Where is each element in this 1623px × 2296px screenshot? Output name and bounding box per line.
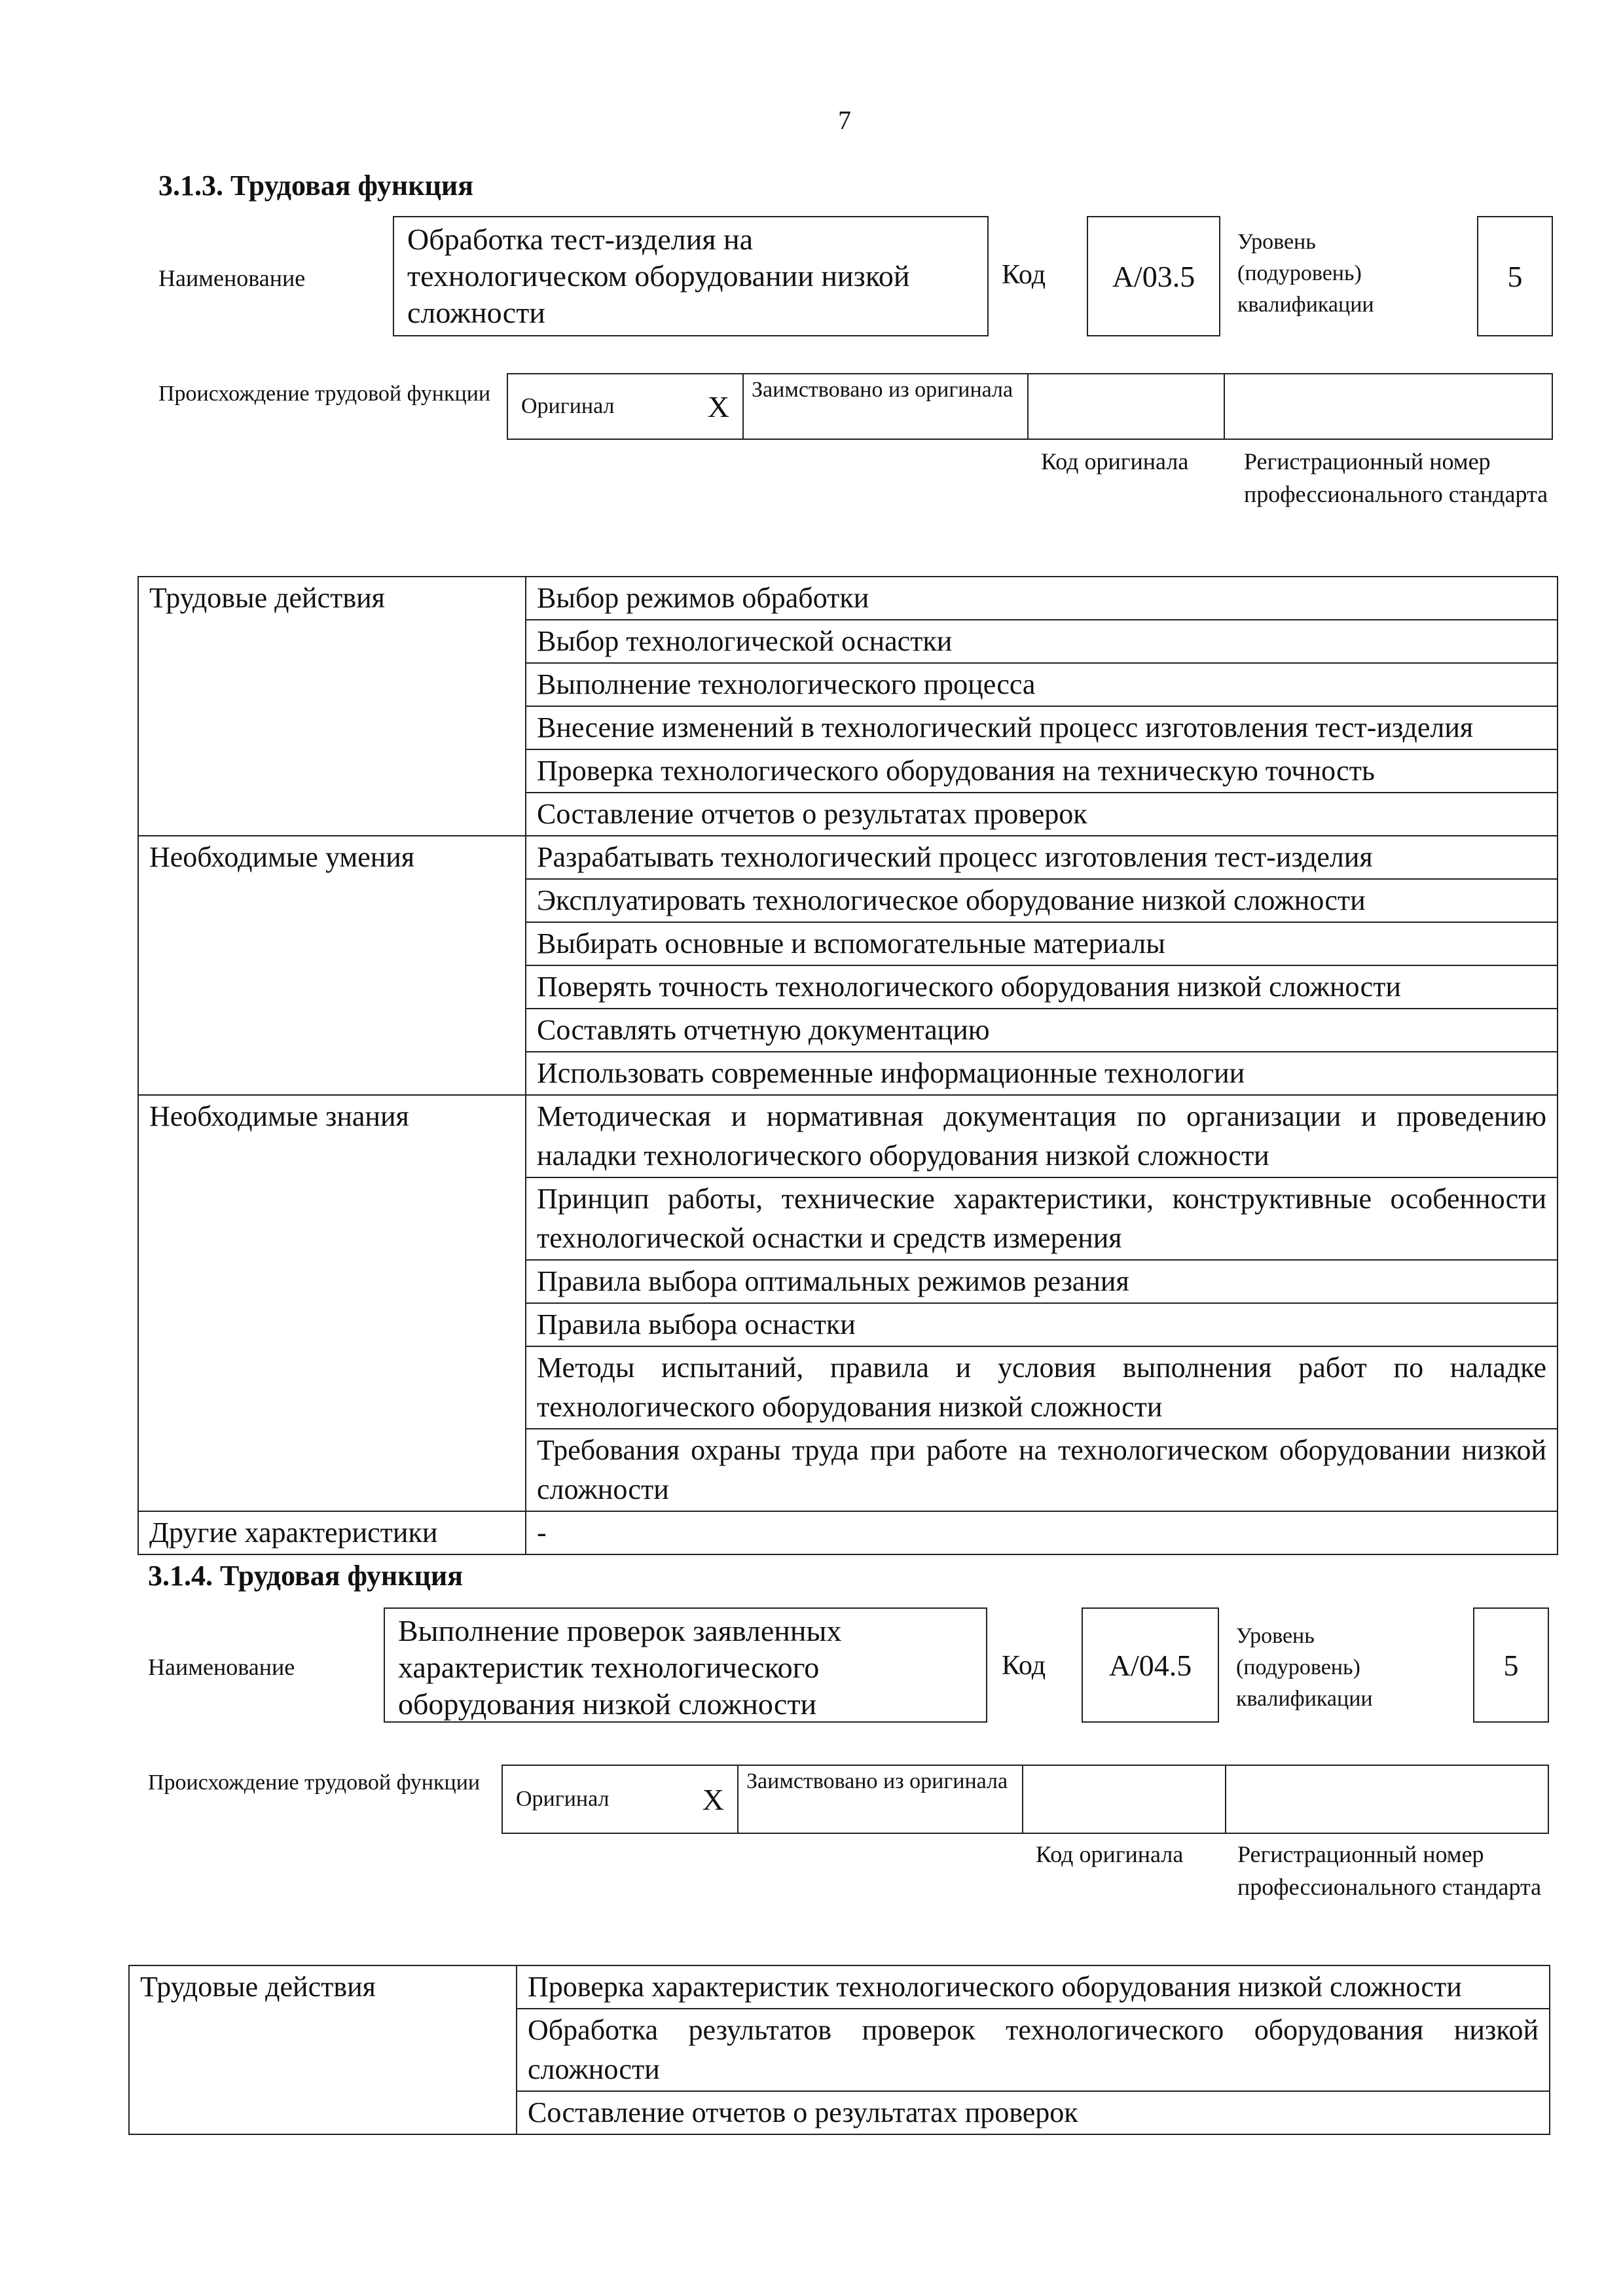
- table-cell: Поверять точность технологического оборудования низкой сложности: [526, 965, 1558, 1009]
- table-cell: Выбор технологической оснастки: [526, 620, 1558, 663]
- table-cell: -: [526, 1511, 1558, 1554]
- name-label: Наименование: [158, 265, 306, 291]
- function-table: [137, 576, 1558, 1555]
- original-mark: X: [702, 1782, 724, 1816]
- table-cell: Правила выбора оптимальных режимов резания: [526, 1260, 1558, 1303]
- table-cell: Использовать современные информационные технологии: [526, 1052, 1558, 1095]
- origin-label: Происхождение трудовой функции: [148, 1770, 481, 1795]
- original-cell: [508, 374, 744, 439]
- original-label: Оригинал: [521, 394, 615, 418]
- level-value-box: 5: [1473, 1607, 1549, 1723]
- page-number: 7: [838, 105, 851, 135]
- category-other-characteristics: Другие характеристики: [138, 1511, 526, 1554]
- category-labor-actions: Трудовые действия: [129, 1965, 517, 2134]
- code-original-caption: Код оригинала: [1041, 448, 1189, 475]
- section-title: 3.1.4. Трудовая функция: [148, 1560, 464, 1592]
- table-row: [138, 577, 1558, 620]
- level-label: Уровень (подуровень) квалификации: [1236, 1624, 1373, 1711]
- code-original-cell: [1029, 374, 1225, 439]
- table-cell: Проверка технологического оборудования на техническую точность: [526, 749, 1558, 793]
- table-cell: Принцип работы, технические характеристики, конструктивные особенности технологической оснастки и средств измерения: [526, 1177, 1558, 1260]
- reg-number-caption: Регистрационный номер профессионального стандарта: [1244, 448, 1548, 507]
- origin-row: [501, 1765, 1549, 1834]
- reg-number-cell: [1226, 1766, 1548, 1833]
- reg-number-cell: [1225, 374, 1552, 439]
- table-row: [129, 1965, 1550, 2009]
- origin-row: [507, 373, 1553, 440]
- table-cell: Проверка характеристик технологического оборудования низкой сложности: [517, 1965, 1550, 2009]
- category-labor-actions: Трудовые действия: [138, 577, 526, 836]
- table-cell: Обработка результатов проверок технологического оборудования низкой сложности: [517, 2009, 1550, 2091]
- table-cell: Внесение изменений в технологический процесс изготовления тест-изделия: [526, 706, 1558, 749]
- table-row: [138, 1511, 1558, 1554]
- table-cell: Требования охраны труда при работе на технологическом оборудовании низкой сложности: [526, 1429, 1558, 1511]
- table-cell: Составлять отчетную документацию: [526, 1009, 1558, 1052]
- level-value-box: 5: [1477, 216, 1553, 336]
- table-cell: Методы испытаний, правила и условия выполнения работ по наладке технологического оборудования низкой сложности: [526, 1346, 1558, 1429]
- category-required-skills: Необходимые умения: [138, 836, 526, 1095]
- table-cell: Разрабатывать технологический процесс изготовления тест-изделия: [526, 836, 1558, 879]
- table-cell: Составление отчетов о результатах проверок: [517, 2091, 1550, 2134]
- name-label: Наименование: [148, 1654, 295, 1680]
- section-title: 3.1.3. Трудовая функция: [158, 170, 474, 202]
- origin-label: Происхождение трудовой функции: [158, 382, 491, 406]
- code-value-box: А/03.5: [1087, 216, 1220, 336]
- original-cell: [503, 1766, 739, 1833]
- code-label: Код: [1002, 260, 1046, 290]
- table-cell: Методическая и нормативная документация по организации и проведению наладки технологического оборудования низкой сложности: [526, 1095, 1558, 1177]
- function-name-box: Обработка тест-изделия на технологическом оборудовании низкой сложности: [393, 216, 989, 336]
- table-cell: Составление отчетов о результатах проверок: [526, 793, 1558, 836]
- function-name-box: Выполнение проверок заявленных характеристик технологического оборудования низкой сложности: [384, 1607, 987, 1723]
- function-table: [128, 1965, 1550, 2135]
- table-row: [138, 836, 1558, 879]
- original-label: Оригинал: [516, 1787, 610, 1811]
- code-value-box: А/04.5: [1082, 1607, 1219, 1723]
- code-original-caption: Код оригинала: [1036, 1841, 1184, 1867]
- borrowed-cell: Заимствовано из оригинала: [744, 374, 1029, 439]
- level-label: Уровень (подуровень) квалификации: [1237, 230, 1374, 317]
- table-row: [138, 1095, 1558, 1177]
- code-label: Код: [1002, 1651, 1046, 1681]
- reg-number-caption: Регистрационный номер профессионального стандарта: [1237, 1841, 1542, 1900]
- table-cell: Выполнение технологического процесса: [526, 663, 1558, 706]
- code-original-cell: [1023, 1766, 1226, 1833]
- original-mark: X: [707, 389, 729, 423]
- table-cell: Эксплуатировать технологическое оборудование низкой сложности: [526, 879, 1558, 922]
- table-cell: Правила выбора оснастки: [526, 1303, 1558, 1346]
- table-cell: Выбор режимов обработки: [526, 577, 1558, 620]
- category-required-knowledge: Необходимые знания: [138, 1095, 526, 1511]
- table-cell: Выбирать основные и вспомогательные материалы: [526, 922, 1558, 965]
- borrowed-cell: Заимствовано из оригинала: [739, 1766, 1023, 1833]
